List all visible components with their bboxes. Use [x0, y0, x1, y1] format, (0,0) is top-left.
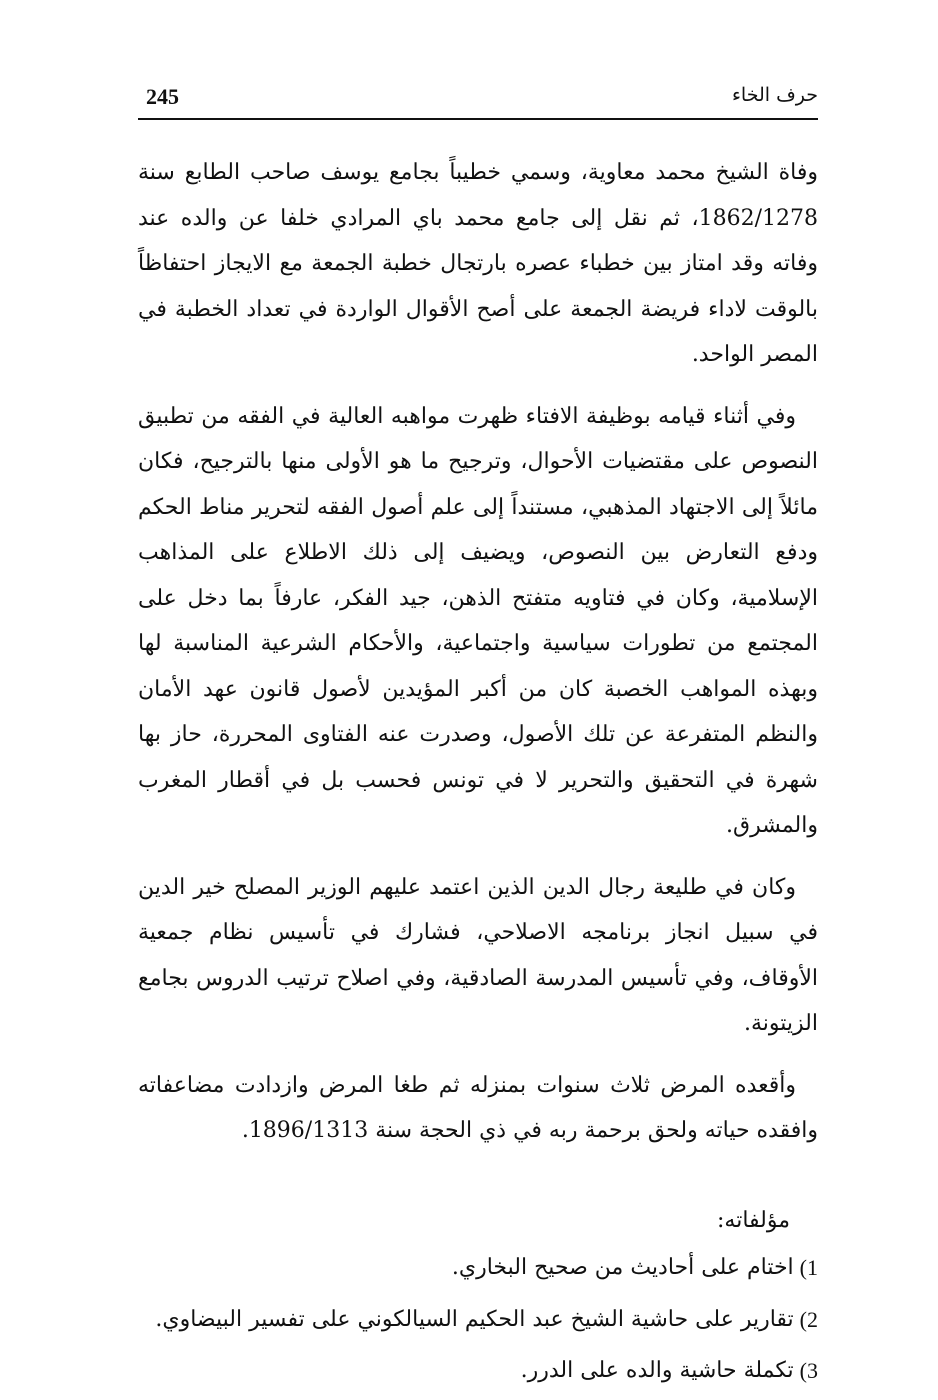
list-item	[138, 1297, 818, 1343]
list-item-text: تكملة حاشية والده على الدرر.	[520, 1358, 794, 1383]
body-text	[138, 150, 818, 1400]
running-head: حرف الخاء	[731, 84, 818, 106]
header-rule	[138, 118, 818, 120]
list-item	[138, 1245, 818, 1291]
page-header	[138, 78, 818, 118]
paragraph: وفاة الشيخ محمد معاوية، وسمي خطيباً بجامع يوسف صاحب الطابع سنة 1862/1278، ثم نقل إلى جامع محمد باي المرادي خلفا عن والده عند وفاته وقد امتاز بين خطباء عصره بارتجال خطبة الجمعة مع الايجاز احتفاظاً بالوقت لاداء فريضة الجمعة على أصح الأقوال الواردة في تعداد الخطبة في المصر الواحد.	[138, 160, 818, 367]
list-item	[138, 1348, 818, 1394]
paragraph: وأقعده المرض ثلاث سنوات بمنزله ثم طغا المرض وازدادت مضاعفاته وافقده حياته ولحق برحمة ربه في ذي الحجة سنة 1896/1313.	[138, 1072, 818, 1143]
works-heading: مؤلفاته:	[716, 1207, 790, 1233]
list-item-number: 3)	[799, 1358, 818, 1383]
list-item-text: اختام على أحاديث من صحيح البخاري.	[451, 1255, 794, 1280]
page-number: 245	[146, 84, 179, 109]
list-item-number: 1)	[799, 1255, 818, 1280]
paragraph: وكان في طليعة رجال الدين الذين اعتمد عليهم الوزير المصلح خير الدين في سبيل انجاز برنامجه الاصلاحي، فشارك في تأسيس نظام جمعية الأوقاف، وفي تأسيس المدرسة الصادقية، وفي اصلاح ترتيب الدروس بجامع الزيتونة.	[138, 874, 818, 1036]
paragraph: وفي أثناء قيامه بوظيفة الافتاء ظهرت مواهبه العالية في الفقه من تطبيق النصوص على مقتضيات الأحوال، وترجيح ما هو الأولى منها بالترجيح، فكان مائلاً إلى الاجتهاد المذهبي، مستنداً إلى علم أصول الفقه لتحرير مناط الحكم ودفع التعارض بين النصوص، ويضيف إلى ذلك الاطلاع على المذاهب الإسلامية، وكان في فتاويه متفتح الذهن، جيد الفكر، عارفاً بما دخل على المجتمع من تطورات سياسية واجتماعية، والأحكام الشرعية المناسبة لها وبهذه المواهب الخصبة كان من أكبر المؤيدين لأصول قانون عهد الأمان والنظم المتفرعة عن تلك الأصول، وصدرت عنه الفتاوى المحررة، حاز بها شهرة في التحقيق والتحرير لا في تونس فحسب بل في أقطار المغرب والمشرق.	[138, 403, 818, 838]
works-list	[138, 1245, 818, 1394]
list-item-number: 2)	[799, 1306, 818, 1332]
list-item-text: تقارير على حاشية الشيخ عبد الحكيم السيالكوني على تفسير البيضاوي.	[155, 1306, 794, 1332]
